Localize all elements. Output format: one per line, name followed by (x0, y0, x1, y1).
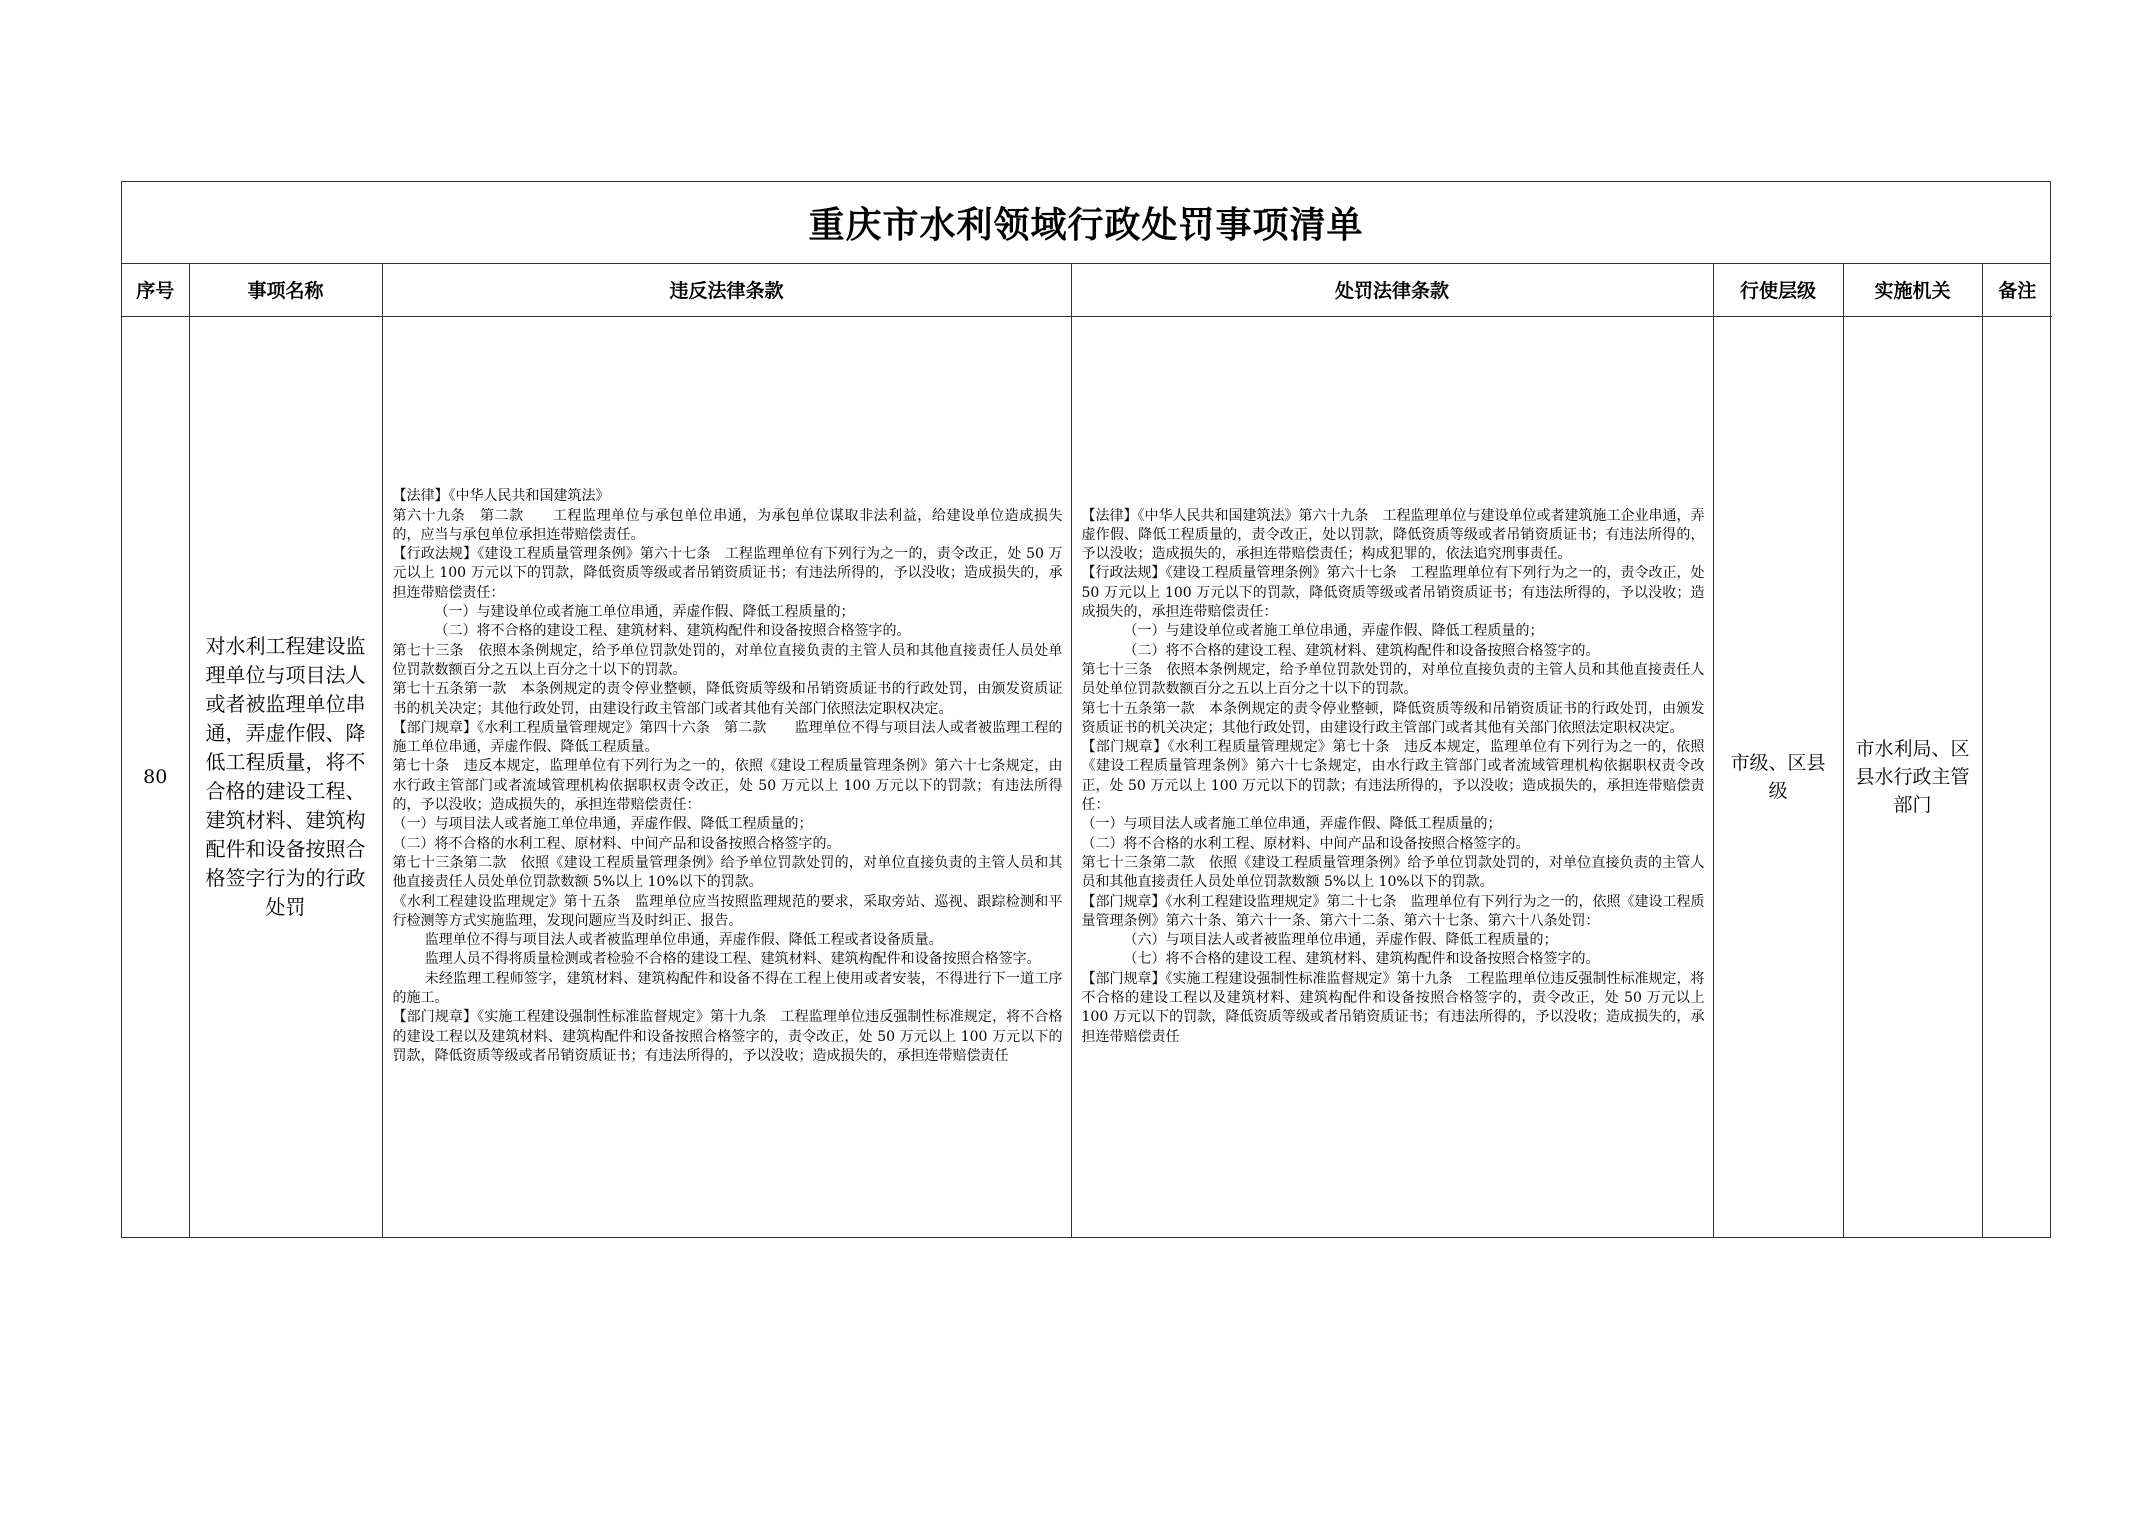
penalty-paragraph: 第七十三条第二款 依照《建设工程质量管理条例》给予单位罚款处罚的，对单位直接负责的主管人员和其他直接责任人员处单位罚款数额 5%以上 10%以下的罚款。 (1081, 854, 1705, 891)
penalty-table (122, 263, 2052, 1237)
cell-num: 80 (122, 316, 189, 1237)
violation-text (393, 487, 1063, 1066)
violation-paragraph: （二）将不合格的建设工程、建筑材料、建筑构配件和设备按照合格签字的。 (434, 623, 911, 640)
cell-name: 对水利工程建设监理单位与项目法人或者被监理单位串通，弄虚作假、降低工程质量，将不合格的建设工程、建筑材料、建筑构配件和设备按照合格签字行为的行政处罚 (189, 316, 382, 1237)
cell-level: 市级、区县级 (1713, 316, 1843, 1237)
violation-paragraph: 【部门规章】《实施工程建设强制性标准监督规定》第十九条 工程监理单位违反强制性标准规定，将不合格的建设工程以及建筑材料、建筑构配件和设备按照合格签字的，责令改正，处 50 万元以上 100 万元以下的罚款，降低资质等级或者吊销资质证书；有违法所得的，予以没收；造成损失的，承担连带赔偿责任 (392, 1009, 1063, 1064)
penalty-paragraph: 第七十五条第一款 本条例规定的责令停业整顿，降低资质等级和吊销资质证书的行政处罚，由颁发资质证书的机关决定；其他行政处罚，由建设行政主管部门或者其他有关部门依照法定职权决定。 (1081, 700, 1705, 736)
title-row (122, 182, 2050, 264)
header-name: 事项名称 (189, 263, 382, 316)
header-violation: 违反法律条款 (382, 263, 1071, 316)
header-num: 序号 (122, 263, 189, 316)
violation-paragraph: 第七十五条第一款 本条例规定的责令停业整顿，降低资质等级和吊销资质证书的行政处罚，由颁发资质证书的机关决定；其他行政处罚，由建设行政主管部门或者其他有关部门依照法定职权决定。 (392, 681, 1063, 717)
header-remark: 备注 (1982, 263, 2052, 316)
violation-paragraph: 未经监理工程师签字，建筑材料、建筑构配件和设备不得在工程上使用或者安装，不得进行下一道工序的施工。 (392, 970, 1063, 1007)
violation-paragraph: 【行政法规】《建设工程质量管理条例》第六十七条 工程监理单位有下列行为之一的，责令改正，处 50 万元以上 100 万元以下的罚款，降低资质等级或者吊销资质证书；有违法所得的，予以没收；造成损失的，承担连带赔偿责任： (392, 546, 1063, 601)
penalty-paragraph: （二）将不合格的建设工程、建筑材料、建筑构配件和设备按照合格签字的。 (1123, 642, 1600, 659)
cell-violation (382, 316, 1071, 1237)
violation-paragraph: （一）与建设单位或者施工单位串通，弄虚作假、降低工程质量的； (434, 604, 855, 621)
violation-paragraph: 监理单位不得与项目法人或者被监理单位串通，弄虚作假、降低工程或者设备质量。 (424, 932, 943, 949)
penalty-paragraph: 【行政法规】《建设工程质量管理条例》第六十七条 工程监理单位有下列行为之一的，责令改正，处 50 万元以上 100 万元以下的罚款，降低资质等级或者吊销资质证书；有违法所得的，予以没收；造成损失的，承担连带赔偿责任： (1081, 565, 1705, 621)
header-agency: 实施机关 (1843, 263, 1982, 316)
penalty-paragraph: （六）与项目法人或者被监理单位串通，弄虚作假、降低工程质量的； (1123, 932, 1558, 949)
violation-paragraph: 第七十三条 依照本条例规定，给予单位罚款处罚的，对单位直接负责的主管人员和其他直接责任人员处单位罚款数额百分之五以上百分之十以下的罚款。 (392, 642, 1063, 678)
violation-paragraph: 第七十条 违反本规定，监理单位有下列行为之一的，依照《建设工程质量管理条例》第六十七条规定，由水行政主管部门或者流域管理机构依据职权责令改正，处 50 万元以上 100 万元以下的罚款；有违法所得的，予以没收；造成损失的，承担连带赔偿责任： (392, 758, 1063, 814)
penalty-paragraph: 【法律】《中华人民共和国建筑法》第六十九条 工程监理单位与建设单位或者建筑施工企业串通，弄虚作假、降低工程质量的，责令改正，处以罚款，降低资质等级或者吊销资质证书；有违法所得的，予以没收；造成损失的，承担连带赔偿责任；构成犯罪的，依法追究刑事责任。 (1081, 507, 1705, 563)
violation-paragraph: 监理人员不得将质量检测或者检验不合格的建设工程、建筑材料、建筑构配件和设备按照合格签字。 (424, 951, 1041, 968)
penalty-paragraph: 【部门规章】《水利工程质量管理规定》第七十条 违反本规定，监理单位有下列行为之一的，依照《建设工程质量管理条例》第六十七条规定，由水行政主管部门或者流域管理机构依据职权责令改正，处 50 万元以上 100 万元以下的罚款；有违法所得的，予以没收；造成损失的，承担连带赔偿责任： (1081, 739, 1705, 814)
violation-paragraph: 【法律】《中华人民共和国建筑法》 (392, 488, 610, 505)
violation-paragraph: （二）将不合格的水利工程、原材料、中间产品和设备按照合格签字的。 (392, 835, 841, 852)
penalty-paragraph: （七）将不合格的建设工程、建筑材料、建筑构配件和设备按照合格签字的。 (1123, 951, 1600, 968)
violation-paragraph: 第六十九条 第二款 工程监理单位与承包单位串通，为承包单位谋取非法利益，给建设单位造成损失的，应当与承包单位承担连带赔偿责任。 (392, 507, 1063, 543)
header-row (122, 263, 2052, 316)
penalty-paragraph: （二）将不合格的水利工程、原材料、中间产品和设备按照合格签字的。 (1081, 835, 1530, 852)
violation-paragraph: 第七十三条第二款 依照《建设工程质量管理条例》给予单位罚款处罚的，对单位直接负责的主管人员和其他直接责任人员处单位罚款数额 5%以上 10%以下的罚款。 (392, 854, 1063, 891)
document-title: 重庆市水利领域行政处罚事项清单 (808, 204, 1364, 246)
penalty-list-sheet (121, 181, 2051, 1238)
penalty-paragraph: 第七十三条 依照本条例规定，给予单位罚款处罚的，对单位直接负责的主管人员和其他直接责任人员处单位罚款数额百分之五以上百分之十以下的罚款。 (1081, 661, 1705, 698)
violation-paragraph: 【部门规章】《水利工程质量管理规定》第四十六条 第二款 监理单位不得与项目法人或者被监理工程的施工单位串通，弄虚作假、降低工程质量。 (392, 719, 1063, 756)
penalty-paragraph: （一）与项目法人或者施工单位串通，弄虚作假、降低工程质量的； (1081, 816, 1502, 833)
penalty-paragraph: 【部门规章】《水利工程建设监理规定》第二十七条 监理单位有下列行为之一的，依照《建设工程质量管理条例》第六十条、第六十一条、第六十二条、第六十七条、第六十八条处罚： (1081, 893, 1705, 929)
header-penalty: 处罚法律条款 (1071, 263, 1713, 316)
table-row (122, 316, 2052, 1237)
cell-agency: 市水利局、区县水行政主管部门 (1843, 316, 1982, 1237)
cell-remark (1982, 316, 2052, 1237)
violation-paragraph: （一）与项目法人或者施工单位串通，弄虚作假、降低工程质量的； (392, 816, 813, 833)
penalty-text (1082, 507, 1705, 1047)
cell-penalty (1071, 316, 1713, 1237)
header-level: 行使层级 (1713, 263, 1843, 316)
penalty-paragraph: 【部门规章】《实施工程建设强制性标准监督规定》第十九条 工程监理单位违反强制性标准规定，将不合格的建设工程以及建筑材料、建筑构配件和设备按照合格签字的，责令改正，处 50 万元以上 100 万元以下的罚款，降低资质等级或者吊销资质证书；有违法所得的，予以没收；造成损失的，承担连带赔偿责任 (1081, 970, 1705, 1045)
violation-paragraph: 《水利工程建设监理规定》第十五条 监理单位应当按照监理规范的要求，采取旁站、巡视、跟踪检测和平行检测等方式实施监理，发现问题应当及时纠正、报告。 (392, 893, 1063, 929)
penalty-paragraph: （一）与建设单位或者施工单位串通，弄虚作假、降低工程质量的； (1123, 623, 1544, 640)
